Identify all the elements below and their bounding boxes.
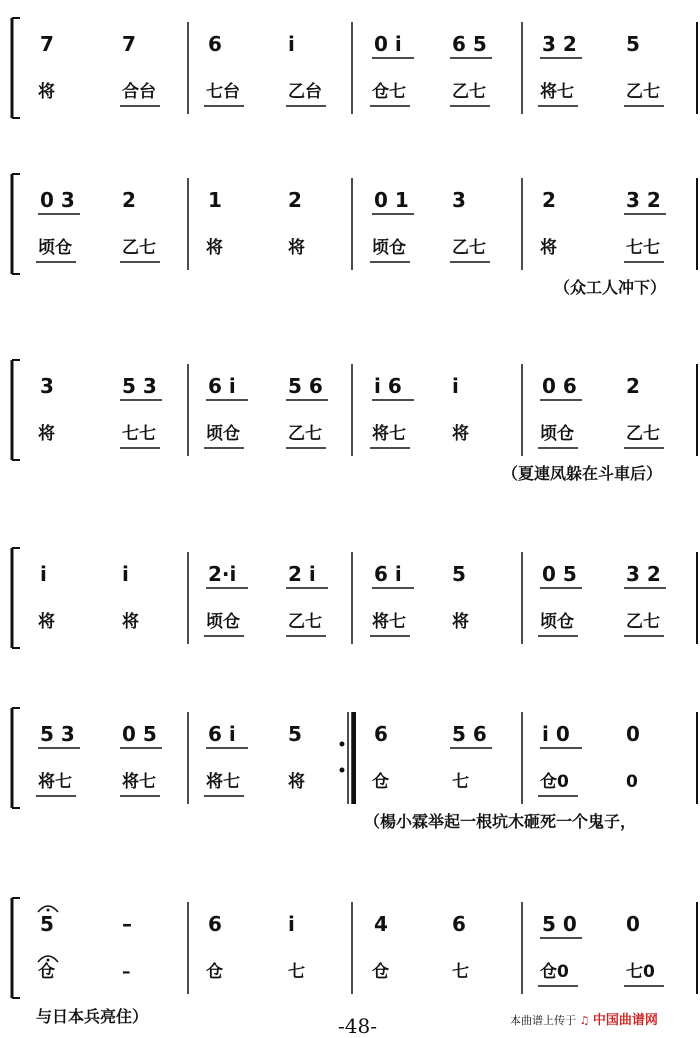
jianpu-note: 6 i [208,374,236,398]
jianpu-note: 0 [626,912,640,936]
jianpu-note: 7 [122,32,136,56]
percussion-syllable: 七0 [626,962,655,982]
jianpu-note: i [40,562,47,586]
percussion-syllable: 将七 [38,772,72,792]
percussion-syllable: 仓七 [372,82,406,102]
percussion-syllable: 乙七 [122,238,156,258]
jianpu-note: 0 [626,722,640,746]
jianpu-note: 2 [542,188,556,212]
jianpu-note: 0 6 [542,374,577,398]
percussion-syllable: 七七 [626,238,660,258]
jianpu-note: 2 i [288,562,316,586]
jianpu-note: i [288,912,295,936]
credit-text: 本曲谱上传于 [510,1014,576,1027]
percussion-syllable: 将 [452,612,469,632]
percussion-syllable: 将七 [122,772,156,792]
jianpu-note: 5 6 [288,374,323,398]
jianpu-note: i [288,32,295,56]
jianpu-note: 4 [374,912,388,936]
jianpu-note: 2 [626,374,640,398]
percussion-syllable: 将 [38,612,55,632]
repeat-dot-upper [340,742,345,747]
percussion-syllable: – [122,962,131,982]
jianpu-note: 5 [452,562,466,586]
site-brand: 中国曲谱网 [592,1013,658,1028]
jianpu-note: 3 2 [542,32,577,56]
percussion-syllable: 仓0 [540,962,569,982]
percussion-syllable: 将七 [206,772,240,792]
jianpu-note: 3 [40,374,54,398]
jianpu-note: 6 [374,722,388,746]
jianpu-note: 0 5 [542,562,577,586]
jianpu-note: 6 [208,32,222,56]
percussion-syllable: 仓0 [540,772,569,792]
jianpu-note: 1 [208,188,222,212]
percussion-syllable: 乙七 [626,612,660,632]
percussion-syllable: 将 [38,82,55,102]
jianpu-note: 3 2 [626,188,661,212]
percussion-syllable: 乙七 [288,424,322,444]
jianpu-note: 0 3 [40,188,75,212]
jianpu-note: 5 [288,722,302,746]
percussion-syllable: 将 [38,424,55,444]
percussion-syllable: 将 [288,238,305,258]
percussion-syllable: 顷仓 [206,612,240,632]
stage-direction: （夏連凤躲在斗車后） [502,464,663,483]
percussion-syllable: 乙七 [452,238,486,258]
percussion-syllable: 仓 [38,962,55,982]
percussion-syllable: 将七 [372,424,406,444]
site-credit [510,1014,658,1027]
percussion-syllable: 乙七 [626,424,660,444]
jianpu-note: i [122,562,129,586]
percussion-syllable: 将七 [540,82,574,102]
percussion-syllable: 七台 [206,82,240,102]
jianpu-note: 5 3 [40,722,75,746]
percussion-syllable: 七 [288,962,305,982]
jianpu-note: 5 [40,912,54,936]
jianpu-note: 6 i [374,562,402,586]
percussion-syllable: 顷仓 [540,612,574,632]
jianpu-note: 2·i [208,562,237,586]
percussion-syllable: 乙七 [452,82,486,102]
jianpu-note: 0 5 [122,722,157,746]
jianpu-note: i [452,374,459,398]
jianpu-note: 5 6 [452,722,487,746]
jianpu-note: 5 3 [122,374,157,398]
percussion-syllable: 七 [452,772,469,792]
percussion-syllable: 顷仓 [206,424,240,444]
percussion-syllable: 将七 [372,612,406,632]
jianpu-note: 2 [288,188,302,212]
stage-direction: （众工人冲下） [554,278,667,297]
percussion-syllable: 乙七 [288,612,322,632]
jianpu-note: 6 i [208,722,236,746]
jianpu-note: 6 [208,912,222,936]
percussion-syllable: 将 [206,238,223,258]
jianpu-note: 0 1 [374,188,409,212]
percussion-syllable: 七 [452,962,469,982]
percussion-syllable: 仓 [372,962,389,982]
percussion-syllable: 0 [626,772,638,792]
percussion-syllable: 将 [122,612,139,632]
jianpu-note: – [122,912,132,936]
stage-direction: （楊小霖举起一根坑木砸死一个鬼子， [364,812,637,831]
jianpu-note: i 6 [374,374,402,398]
page-number: -48- [338,1014,377,1038]
music-note-logo-icon: ♫ [579,1014,590,1027]
percussion-syllable: 乙台 [288,82,322,102]
percussion-syllable: 合台 [122,82,156,102]
percussion-syllable: 将 [288,772,305,792]
jianpu-note: 6 [452,912,466,936]
jianpu-note: 6 5 [452,32,487,56]
stage-direction-end: 与日本兵亮住） [36,1007,149,1026]
percussion-syllable: 仓 [206,962,223,982]
jianpu-note: 0 i [374,32,402,56]
jianpu-note: 5 [626,32,640,56]
percussion-syllable: 顷仓 [540,424,574,444]
jianpu-note: 3 2 [626,562,661,586]
jianpu-note: i 0 [542,722,570,746]
percussion-syllable: 顷仓 [38,238,72,258]
jianpu-note: 3 [452,188,466,212]
jianpu-note: 2 [122,188,136,212]
percussion-syllable: 七七 [122,424,156,444]
percussion-syllable: 乙七 [626,82,660,102]
repeat-dot-lower [340,768,345,773]
percussion-syllable: 将 [540,238,557,258]
jianpu-note: 7 [40,32,54,56]
jianpu-note: 5 0 [542,912,577,936]
percussion-syllable: 顷仓 [372,238,406,258]
percussion-syllable: 仓 [372,772,389,792]
percussion-syllable: 将 [452,424,469,444]
